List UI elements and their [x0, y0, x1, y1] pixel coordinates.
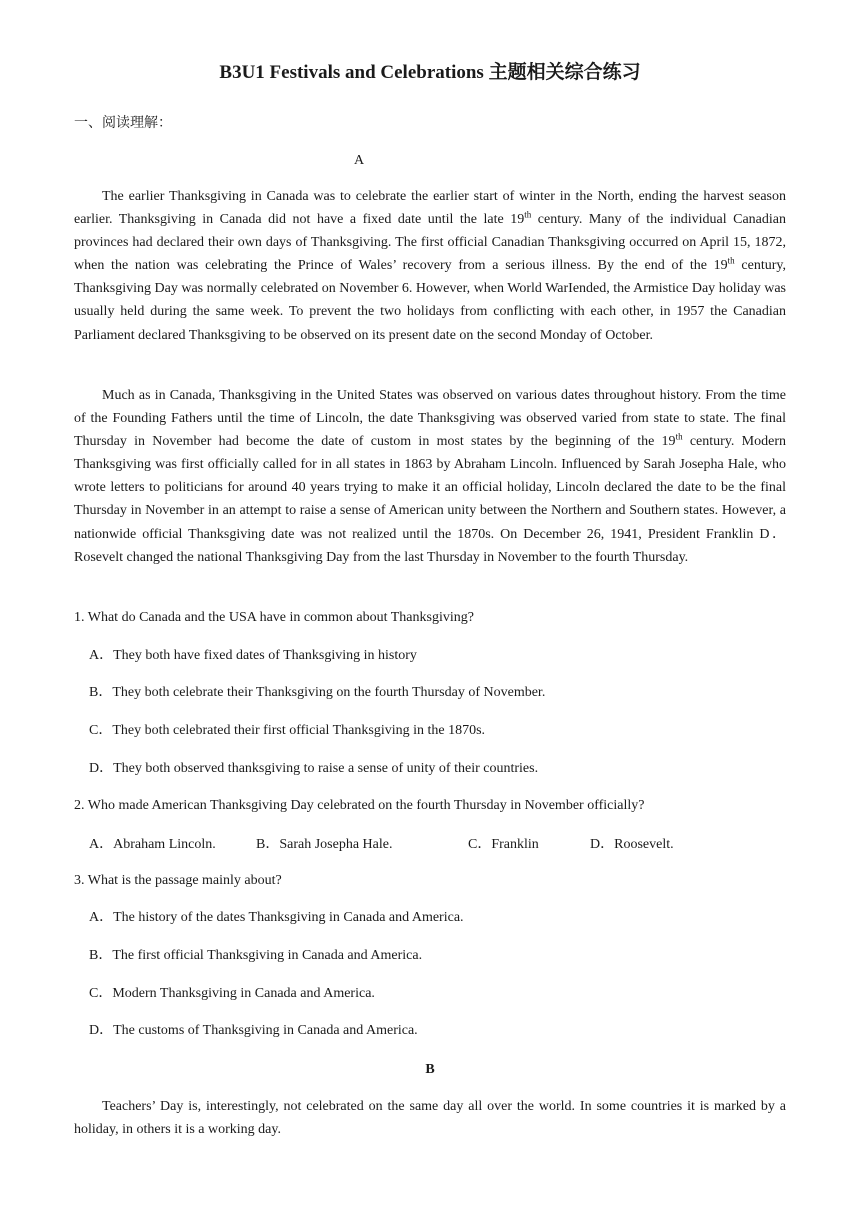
question-3-option-a: A．The history of the dates Thanksgiving in Canada and America.: [89, 910, 464, 925]
question-1-option-b: B．They both celebrate their Thanksgiving on the fourth Thursday of November.: [89, 685, 546, 700]
text-run: century. Many of the individual Canadian provinces had declared their own days of Thanksgiving. The first official Canadian Thanksgiving occurred on April 15, 1872, when the nation was celebrating the Prince of Wales’ recovery from a serious illness. By the end of the 19: [74, 212, 786, 274]
question-1-option-c: C．They both celebrated their first official Thanksgiving in the 1870s.: [89, 723, 486, 738]
text-run: The earlier Thanksgiving in Canada was to celebrate the earlier start of winter in the North, ending the harvest season earlier. Thanksgiving in Canada did not have a fixed date until the late 19: [74, 189, 786, 228]
passage-b-paragraph-1: Teachers’ Day is, interestingly, not celebrated on the same day all over the world. In some countries it is marked by a holiday, in others it is a working day.: [74, 1099, 786, 1138]
superscript: th: [524, 209, 532, 220]
question-3-option-d: D．The customs of Thanksgiving in Canada and America.: [89, 1023, 418, 1038]
question-3-stem: 3. What is the passage mainly about?: [74, 873, 282, 888]
passage-a-paragraph-1: [74, 185, 786, 347]
text-run: century. Modern Thanksgiving was first officially called for in all states in 1863 by Abraham Lincoln. Influenced by Sarah Josepha Hale, who wrote letters to politicians for around 40 years trying to make it an official holiday, Lincoln declared the date to be the final Thursday in November in an attempt to raise a sense of American unity between the Northern and Southern states. However, a nationwide official Thanksgiving date was not realized until the 1870s. On December 26, 1941, President Franklin D．Rosevelt changed the national Thanksgiving Day from the last Thursday in November to the fourth Thursday.: [74, 434, 786, 565]
passage-b-label: B: [425, 1062, 435, 1077]
superscript: th: [675, 431, 683, 442]
question-2-stem: 2. Who made American Thanksgiving Day celebrated on the fourth Thursday in November officially?: [74, 798, 645, 813]
question-2-option-a: A．Abraham Lincoln.: [89, 837, 216, 852]
section-heading: 一、阅读理解：: [74, 116, 172, 131]
passage-a-label: A: [353, 153, 365, 168]
question-1-option-a: A．They both have fixed dates of Thanksgiving in history: [89, 648, 417, 663]
question-2-option-c: C．Franklin: [468, 837, 539, 852]
document-title: B3U1 Festivals and Celebrations 主题相关综合练习: [219, 62, 641, 83]
question-2-option-b: B．Sarah Josepha Hale.: [256, 837, 393, 852]
question-3-option-c: C．Modern Thanksgiving in Canada and America.: [89, 986, 375, 1001]
superscript: th: [727, 255, 735, 266]
question-1-stem: 1. What do Canada and the USA have in common about Thanksgiving?: [74, 610, 474, 625]
text-run: century, Thanksgiving Day was normally celebrated on November 6. However, when World WarIended, the Armistice Day holiday was usually held during the same week. To prevent the two holidays from conflicting with each other, in 1957 the Canadian Parliament declared Thanksgiving to be observed on its present date on the second Monday of October.: [74, 258, 786, 343]
question-3-option-b: B．The first official Thanksgiving in Canada and America.: [89, 948, 423, 963]
question-2-option-d: D．Roosevelt.: [590, 837, 674, 852]
question-1-option-d: D．They both observed thanksgiving to raise a sense of unity of their countries.: [89, 761, 539, 776]
passage-a-paragraph-2: [74, 384, 786, 569]
text-run: Much as in Canada, Thanksgiving in the United States was observed on various dates throughout history. From the time of the Founding Fathers until the time of Lincoln, the date Thanksgiving was observed varied from state to state. The final Thursday in November had become the date of custom in most states by the beginning of the 19: [74, 388, 786, 450]
